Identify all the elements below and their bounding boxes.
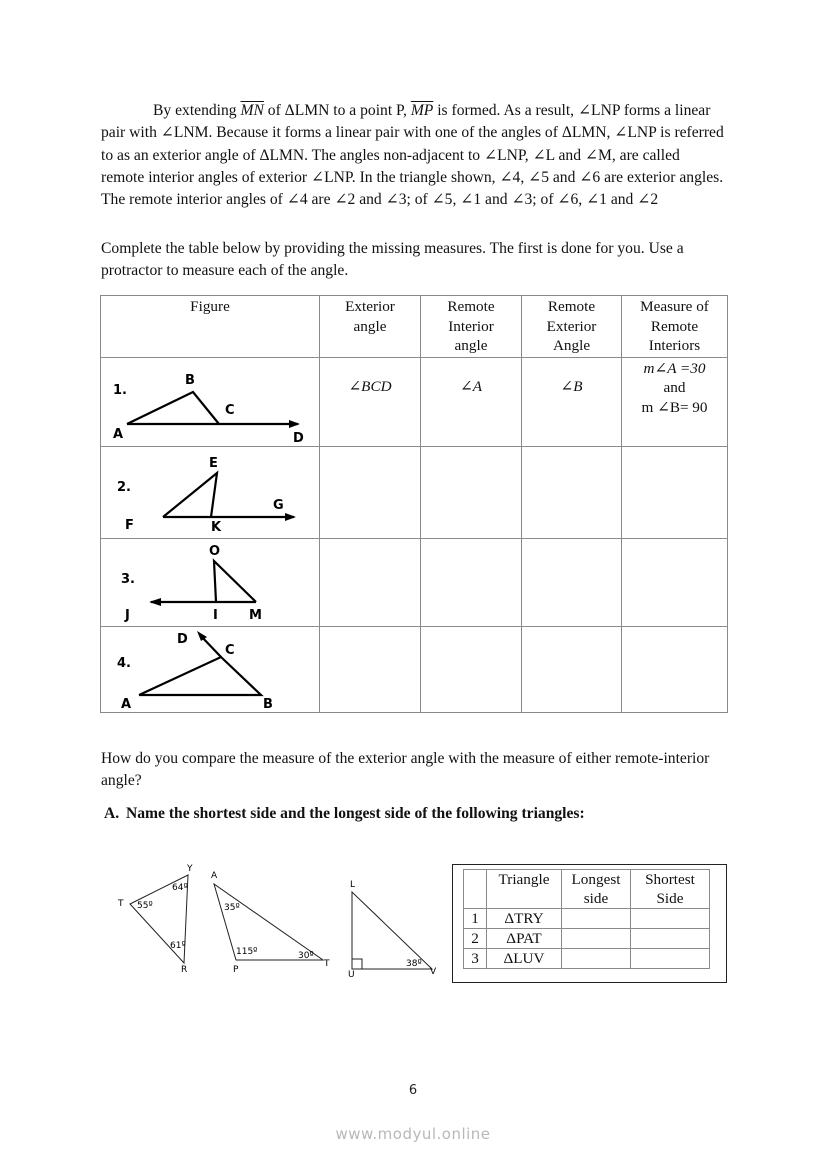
header-remote-interior: Remote Interior angle	[421, 296, 522, 358]
table-row	[101, 626, 728, 712]
shortest-side-cell[interactable]	[631, 909, 710, 929]
exterior-angle-cell[interactable]	[320, 626, 421, 712]
header-remote-exterior: Remote Exterior Angle	[522, 296, 622, 358]
figure-number: 1.	[113, 382, 127, 398]
longest-side-cell[interactable]	[562, 929, 631, 949]
table-header-row	[464, 870, 710, 909]
page-number: 6	[408, 1083, 418, 1098]
figure-1	[101, 357, 320, 446]
triangle-name: ΔTRY	[487, 909, 562, 929]
exterior-angle-cell[interactable]	[320, 446, 421, 538]
table-header-row	[101, 296, 728, 358]
side-table	[463, 869, 710, 969]
svg-text:E: E	[209, 455, 218, 471]
triangle-name: ΔPAT	[487, 929, 562, 949]
svg-text:55º: 55º	[137, 901, 153, 911]
triangle-figures	[112, 862, 442, 977]
svg-text:B: B	[263, 696, 273, 710]
svg-text:V: V	[430, 967, 437, 977]
remote-interior-cell[interactable]	[421, 626, 522, 712]
watermark: www.modyul.online	[335, 1125, 491, 1143]
table-row	[464, 949, 710, 969]
table-row	[101, 446, 728, 538]
svg-text:P: P	[233, 965, 239, 975]
remote-exterior-cell[interactable]: ∠B	[522, 357, 622, 446]
measure-cell[interactable]	[622, 538, 728, 626]
svg-text:64º: 64º	[172, 883, 188, 893]
svg-text:A: A	[211, 871, 218, 881]
remote-exterior-cell[interactable]	[522, 538, 622, 626]
svg-text:G: G	[273, 497, 284, 513]
figure-number: 4.	[117, 655, 131, 671]
svg-text:D: D	[177, 631, 188, 647]
shortest-side-cell[interactable]	[631, 949, 710, 969]
shortest-side-cell[interactable]	[631, 929, 710, 949]
measure-cell[interactable]: m∠A =30 and m ∠B= 90	[622, 357, 728, 446]
svg-text:L: L	[350, 880, 356, 890]
exterior-angle-table	[100, 295, 728, 713]
side-table-box	[452, 864, 727, 983]
table-row	[101, 357, 728, 446]
figure-number: 2.	[117, 479, 131, 495]
svg-text:T: T	[324, 959, 330, 969]
comparison-question: How do you compare the measure of the exterior angle with the measure of either remote-interior angle?	[101, 750, 710, 790]
table-row	[464, 929, 710, 949]
row-number: 2	[464, 929, 487, 949]
svg-text:A: A	[121, 696, 132, 710]
row-number: 3	[464, 949, 487, 969]
svg-text:M: M	[249, 607, 262, 623]
section-a-heading: A. Name the shortest side and the longest side of the following triangles:	[104, 805, 585, 822]
segment-mn: $\overline{MN}$	[240, 102, 264, 119]
svg-text:U: U	[348, 970, 355, 977]
svg-text:K: K	[211, 519, 222, 535]
svg-text:T: T	[118, 899, 124, 909]
svg-text:B: B	[185, 372, 195, 388]
remote-exterior-cell[interactable]	[522, 446, 622, 538]
svg-text:O: O	[209, 543, 221, 559]
instruction-text: Complete the table below by providing the missing measures. The first is done for you. Use a protractor to measure each of the angle.	[101, 240, 684, 280]
table-row	[464, 909, 710, 929]
svg-text:D: D	[293, 430, 304, 444]
figure-number: 3.	[121, 571, 135, 587]
svg-text:61º: 61º	[170, 941, 186, 951]
svg-text:A: A	[113, 426, 124, 442]
table-row	[101, 538, 728, 626]
svg-text:35º: 35º	[224, 903, 240, 913]
svg-text:C: C	[225, 642, 235, 658]
remote-interior-cell[interactable]	[421, 446, 522, 538]
measure-cell[interactable]	[622, 626, 728, 712]
intro-paragraph: By extending $\overline{MN}$ of ΔLMN to a point P, $\overline{MP}$ is formed. As a result, ∠LNP forms a linear pair with ∠LNM. Because it forms a linear pair with one of the angles of ΔLMN, ∠LNP is referred to as an exterior angle of ΔLMN. The angles non-adjacent to ∠LNP, ∠L and ∠M, are called remote interior angles of exterior ∠LNP. In the triangle shown, ∠4, ∠5 and ∠6 are exterior angles. The remote interior angles of ∠4 are ∠2 and ∠3; of ∠5, ∠1 and ∠3; of ∠6, ∠1 and ∠2	[101, 102, 724, 209]
svg-text:115º: 115º	[236, 947, 258, 957]
header-exterior-angle: Exterior angle	[320, 296, 421, 358]
header-triangle: Triangle	[487, 870, 562, 909]
exterior-angle-cell[interactable]	[320, 538, 421, 626]
header-number	[464, 870, 487, 909]
measure-cell[interactable]	[622, 446, 728, 538]
header-longest: Longest side	[562, 870, 631, 909]
exterior-angle-cell[interactable]: ∠BCD	[320, 357, 421, 446]
svg-text:38º: 38º	[406, 959, 422, 969]
remote-interior-cell[interactable]	[421, 538, 522, 626]
svg-text:R: R	[181, 965, 188, 975]
triangle-pat	[211, 871, 330, 975]
longest-side-cell[interactable]	[562, 909, 631, 929]
svg-text:F: F	[125, 517, 134, 533]
svg-text:Y: Y	[187, 864, 193, 874]
header-shortest: Shortest Side	[631, 870, 710, 909]
figure-3	[101, 538, 320, 626]
svg-text:30º: 30º	[298, 951, 314, 961]
figure-4	[101, 626, 320, 712]
svg-text:C: C	[225, 402, 235, 418]
header-figure: Figure	[101, 296, 320, 358]
row-number: 1	[464, 909, 487, 929]
remote-interior-cell[interactable]: ∠A	[421, 357, 522, 446]
longest-side-cell[interactable]	[562, 949, 631, 969]
header-measure: Measure of Remote Interiors	[622, 296, 728, 358]
segment-mp: $\overline{MP}$	[410, 102, 434, 119]
figure-2	[101, 446, 320, 538]
triangle-name: ΔLUV	[487, 949, 562, 969]
triangle-try	[117, 864, 193, 975]
triangle-luv	[348, 880, 437, 977]
svg-text:J: J	[125, 607, 130, 623]
svg-text:I: I	[213, 607, 218, 623]
remote-exterior-cell[interactable]	[522, 626, 622, 712]
